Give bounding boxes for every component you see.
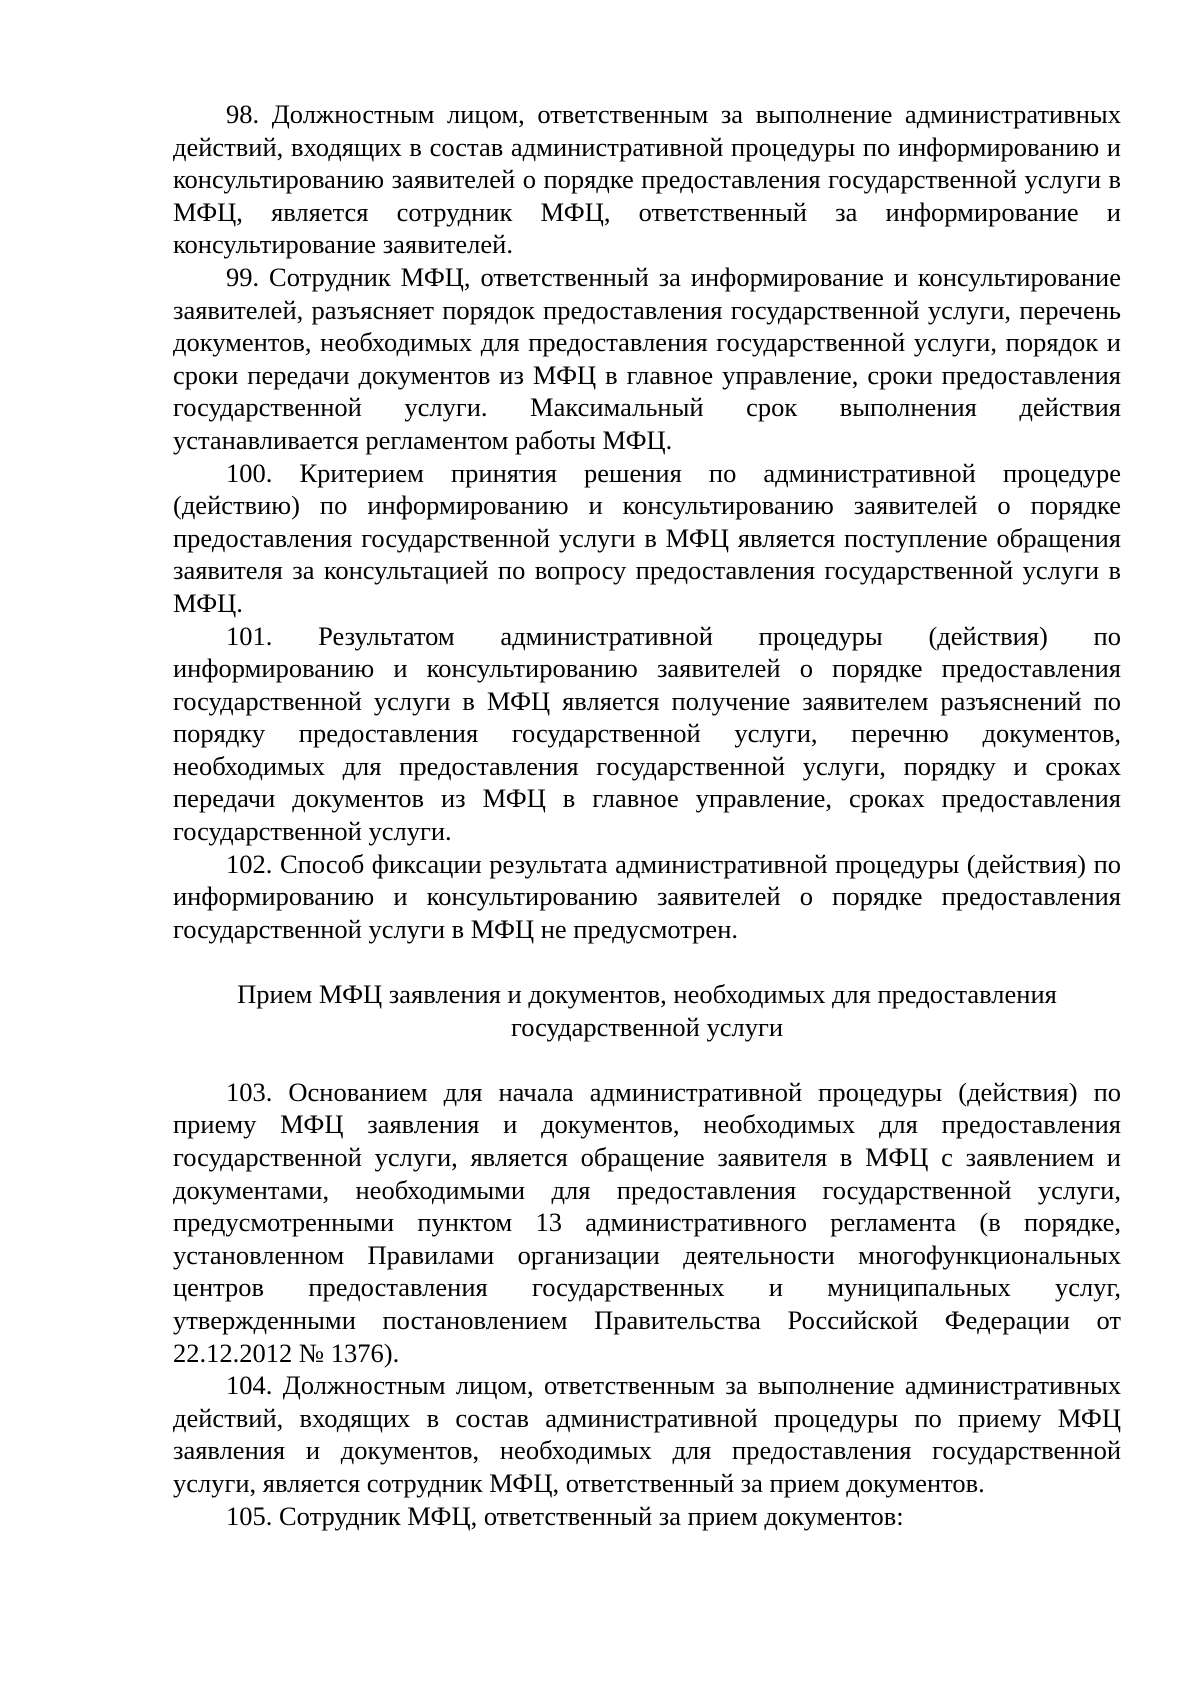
- spacer: [173, 1043, 1121, 1076]
- paragraph-103: [173, 1076, 1121, 1369]
- document-page: [173, 98, 1121, 1532]
- section-heading-line-1: Прием МФЦ заявления и документов, необходимых для предоставления: [237, 979, 1057, 1010]
- paragraph-98: [173, 98, 1121, 261]
- paragraph-101: [173, 620, 1121, 848]
- paragraph-text: Сотрудник МФЦ, ответственный за информирование и консультирование заявителей, разъясняет порядок предоставления государственной услуги, перечень документов, необходимых для предоставления государственной услуги, порядок и сроки передачи документов из МФЦ в главное управление, сроки предоставления государственной услуги. Максимальный срок выполнения действия устанавливается регламентом работы МФЦ.: [173, 261, 1121, 455]
- paragraph-text: Способ фиксации результата административной процедуры (действия) по информированию и консультированию заявителей о порядке предоставления государственной услуги в МФЦ не предусмотрен.: [173, 848, 1121, 944]
- paragraph-text: Должностным лицом, ответственным за выполнение административных действий, входящих в состав административной процедуры по информированию и консультированию заявителей о порядке предоставления государственной услуги в МФЦ, является сотрудник МФЦ, ответственный за информирование и консультирование заявителей.: [173, 99, 1121, 260]
- paragraph-text: Должностным лицом, ответственным за выполнение административных действий, входящих в состав административной процедуры по приему МФЦ заявления и документов, необходимых для предоставления государственной услуги, является сотрудник МФЦ, ответственный за прием документов.: [173, 1370, 1121, 1498]
- paragraph-105: [173, 1500, 1121, 1533]
- paragraph-99: [173, 261, 1121, 457]
- paragraph-number: 103.: [226, 1076, 273, 1107]
- paragraph-number: 100.: [226, 457, 273, 488]
- section-heading-line-2: государственной услуги: [510, 1011, 784, 1042]
- paragraph-number: 102.: [226, 848, 273, 879]
- paragraph-104: [173, 1369, 1121, 1499]
- paragraph-number: 101.: [226, 620, 273, 651]
- paragraph-text: Сотрудник МФЦ, ответственный за прием документов:: [279, 1500, 904, 1531]
- paragraph-number: 104.: [226, 1370, 273, 1401]
- paragraph-text: Основанием для начала административной процедуры (действия) по приему МФЦ заявления и документов, необходимых для предоставления государственной услуги, является обращение заявителя в МФЦ с заявлением и документами, необходимыми для предоставления государственной услуги, предусмотренными пунктом 13 административного регламента (в порядке, установленном Правилами организации деятельности многофункциональных центров предоставления государственных и муниципальных услуг, утвержденными постановлением Правительства Российской Федерации от 22.12.2012 № 1376).: [173, 1076, 1122, 1368]
- paragraph-number: 105.: [226, 1500, 273, 1531]
- paragraph-102: [173, 848, 1121, 946]
- paragraph-100: [173, 457, 1121, 620]
- paragraph-number: 98.: [226, 99, 260, 129]
- paragraph-text: Результатом административной процедуры (действия) по информированию и консультированию заявителей о порядке предоставления государственной услуги в МФЦ является получение заявителем разъяснений по порядку предоставления государственной услуги, перечню документов, необходимых для предоставления государственной услуги, порядку и сроках передачи документов из МФЦ в главное управление, сроках предоставления государственной услуги.: [173, 620, 1121, 847]
- paragraph-number: 99.: [226, 261, 260, 292]
- paragraph-text: Критерием принятия решения по административной процедуре (действию) по информированию и консультированию заявителей о порядке предоставления государственной услуги в МФЦ является поступление обращения заявителя за консультацией по вопросу предоставления государственной услуги в МФЦ.: [173, 457, 1121, 618]
- spacer: [173, 945, 1121, 978]
- section-heading: [173, 978, 1121, 1043]
